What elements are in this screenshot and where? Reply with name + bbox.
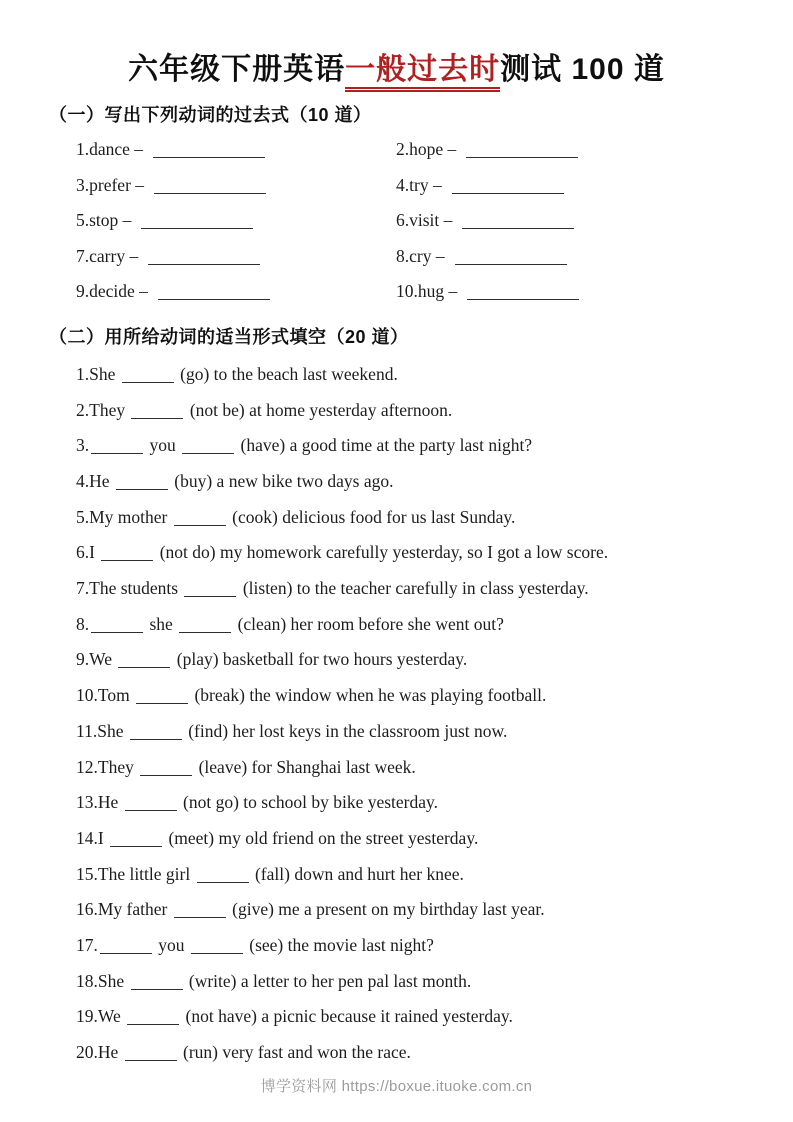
question-item xyxy=(76,750,793,786)
question-item xyxy=(76,428,793,464)
question-text: 9.We xyxy=(76,649,117,670)
answer-blank xyxy=(197,868,249,883)
section1-verb-list xyxy=(76,132,793,310)
question-text: (find) her lost keys in the classroom just now. xyxy=(183,720,508,741)
question-item xyxy=(76,500,793,536)
answer-blank xyxy=(100,939,152,954)
verb-label: 3.prefer – xyxy=(76,174,145,195)
verb-item xyxy=(76,274,396,310)
question-text: 15.The little girl xyxy=(76,863,195,884)
question-item xyxy=(76,642,793,678)
answer-blank xyxy=(127,1010,179,1025)
page-title xyxy=(0,0,793,88)
answer-blank xyxy=(455,249,567,265)
answer-blank xyxy=(462,213,574,229)
question-text: 12.They xyxy=(76,756,139,777)
verb-item xyxy=(396,239,793,275)
question-text: (not be) at home yesterday afternoon. xyxy=(185,399,453,420)
answer-blank xyxy=(141,213,253,229)
answer-blank xyxy=(191,939,243,954)
question-text: (write) a letter to her pen pal last month. xyxy=(184,970,472,991)
answer-blank xyxy=(174,903,226,918)
question-text: 16.My father xyxy=(76,899,172,920)
verb-label: 9.decide – xyxy=(76,281,148,302)
question-item xyxy=(76,785,793,821)
answer-blank xyxy=(154,178,266,194)
question-item xyxy=(76,678,793,714)
answer-blank xyxy=(467,285,579,301)
question-item xyxy=(76,821,793,857)
answer-blank xyxy=(131,975,183,990)
section2-question-list xyxy=(76,357,793,1071)
question-text: (buy) a new bike two days ago. xyxy=(169,471,394,492)
question-text: (break) the window when he was playing football. xyxy=(190,685,547,706)
answer-blank xyxy=(184,582,236,597)
question-text: (go) to the beach last weekend. xyxy=(175,363,398,384)
verb-item xyxy=(396,203,793,239)
question-text: she xyxy=(145,613,178,634)
verb-label: 4.try – xyxy=(396,174,442,195)
question-item xyxy=(76,892,793,928)
question-text: 3. xyxy=(76,435,90,456)
question-text: (fall) down and hurt her knee. xyxy=(250,863,464,884)
answer-blank xyxy=(91,618,143,633)
answer-blank xyxy=(182,439,234,454)
verb-label: 5.stop – xyxy=(76,210,132,231)
answer-blank xyxy=(122,368,174,383)
question-text: you xyxy=(153,934,189,955)
verb-label: 10.hug – xyxy=(396,281,458,302)
question-text: (not do) my homework carefully yesterday, so I got a low score. xyxy=(155,542,609,563)
verb-item xyxy=(396,132,793,168)
question-text: 4.He xyxy=(76,471,114,492)
question-item xyxy=(76,357,793,393)
question-text: 6.I xyxy=(76,542,100,563)
verb-item xyxy=(76,168,396,204)
question-text: 7.The students xyxy=(76,578,183,599)
answer-blank xyxy=(116,475,168,490)
answer-blank xyxy=(452,178,564,194)
question-item xyxy=(76,607,793,643)
question-text: 8. xyxy=(76,613,90,634)
verb-item xyxy=(396,274,793,310)
answer-blank xyxy=(130,725,182,740)
answer-blank xyxy=(174,511,226,526)
verb-label: 1.dance – xyxy=(76,139,144,159)
question-text: (see) the movie last night? xyxy=(244,934,434,955)
question-text: 14.I xyxy=(76,827,109,848)
title-part2: 测试 100 道 xyxy=(500,53,665,86)
question-text: 17. xyxy=(76,934,98,955)
answer-blank xyxy=(153,142,265,158)
section1-heading: （一）写出下列动词的过去式（10 道） xyxy=(49,105,372,125)
footer-text: 博学资料网 https://boxue.ituoke.com.cn xyxy=(260,1078,533,1095)
question-text: (give) me a present on my birthday last year. xyxy=(227,899,545,920)
verb-label: 7.carry – xyxy=(76,245,139,266)
answer-blank xyxy=(91,439,143,454)
question-item xyxy=(76,857,793,893)
question-item xyxy=(76,999,793,1035)
question-text: you xyxy=(145,435,181,456)
answer-blank xyxy=(158,285,270,301)
question-item xyxy=(76,1035,793,1071)
question-text: (play) basketball for two hours yesterday. xyxy=(172,649,468,670)
title-highlight: 一般过去时 xyxy=(345,53,500,92)
title-part1: 六年级下册英语 xyxy=(128,53,346,86)
question-text: (not have) a picnic because it rained yesterday. xyxy=(181,1006,513,1027)
answer-blank xyxy=(179,618,231,633)
question-text: (have) a good time at the party last night? xyxy=(236,435,533,456)
question-item xyxy=(76,714,793,750)
answer-blank xyxy=(140,761,192,776)
question-text: (cook) delicious food for us last Sunday. xyxy=(227,506,516,527)
verb-item xyxy=(76,203,396,239)
question-text: 1.She xyxy=(76,363,120,384)
question-text: (listen) to the teacher carefully in class yesterday. xyxy=(238,578,589,599)
answer-blank xyxy=(125,1046,177,1061)
page-footer xyxy=(0,1075,793,1096)
question-text: 20.He xyxy=(76,1042,123,1063)
question-item xyxy=(76,535,793,571)
question-text: 2.They xyxy=(76,399,130,420)
answer-blank xyxy=(101,546,153,561)
question-text: (leave) for Shanghai last week. xyxy=(194,756,416,777)
verb-item xyxy=(76,239,396,275)
verb-item xyxy=(396,168,793,204)
answer-blank xyxy=(148,249,260,265)
question-item xyxy=(76,393,793,429)
question-text: (not go) to school by bike yesterday. xyxy=(178,792,439,813)
question-text: (clean) her room before she went out? xyxy=(233,613,504,634)
answer-blank xyxy=(118,653,170,668)
verb-label: 2.hope – xyxy=(396,139,457,159)
question-item xyxy=(76,464,793,500)
question-text: 18.She xyxy=(76,970,129,991)
question-text: 11.She xyxy=(76,720,128,741)
question-item xyxy=(76,964,793,1000)
question-text: 10.Tom xyxy=(76,685,135,706)
verb-label: 8.cry – xyxy=(396,245,445,266)
answer-blank xyxy=(125,796,177,811)
question-text: (meet) my old friend on the street yesterday. xyxy=(164,827,479,848)
question-text: 5.My mother xyxy=(76,506,172,527)
verb-label: 6.visit – xyxy=(396,210,453,231)
verb-item xyxy=(76,132,396,168)
question-text: (run) very fast and won the race. xyxy=(178,1042,411,1063)
question-text: 19.We xyxy=(76,1006,126,1027)
question-item xyxy=(76,571,793,607)
question-text: 13.He xyxy=(76,792,123,813)
answer-blank xyxy=(110,832,162,847)
answer-blank xyxy=(466,142,578,158)
question-item xyxy=(76,928,793,964)
answer-blank xyxy=(131,404,183,419)
section2-heading: （二）用所给动词的适当形式填空（20 道） xyxy=(49,326,409,347)
answer-blank xyxy=(136,689,188,704)
